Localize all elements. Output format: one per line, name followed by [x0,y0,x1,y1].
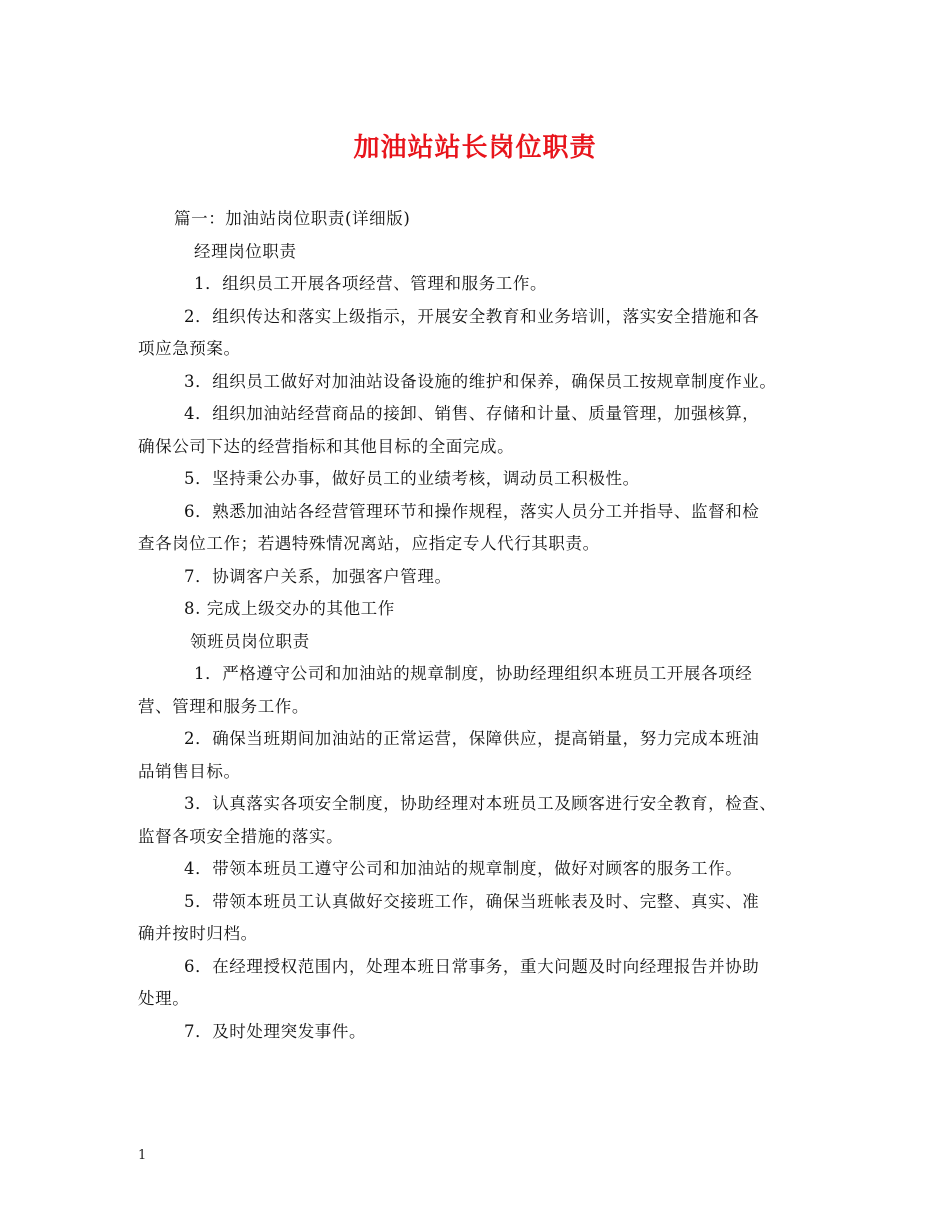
text-line: 监督各项安全措施的落实。 [138,826,344,846]
text-line: 1．严格遵守公司和加油站的规章制度，协助经理组织本班员工开展各项经 [194,664,753,683]
text-line: 7．及时处理突发事件。 [184,1021,367,1041]
text-line: 确保公司下达的经营指标和其他目标的全面完成。 [138,436,515,456]
document-body [138,203,828,1048]
text-line: 经理岗位职责 [194,241,297,261]
text-line: 5．坚持秉公办事，做好员工的业绩考核，调动员工积极性。 [184,469,640,488]
text-line: 3．组织员工做好对加油站设备设施的维护和保养，确保员工按规章制度作业。 [184,371,777,391]
text-line: 1．组织员工开展各项经营、管理和服务工作。 [194,274,548,293]
text-line: 3．认真落实各项安全制度，协助经理对本班员工及顾客进行安全教育，检查、 [184,794,777,813]
text-line: 5．带领本班员工认真做好交接班工作，确保当班帐表及时、完整、真实、准 [184,891,760,911]
text-line: 项应急预案。 [138,339,241,358]
document-title: 加油站站长岗位职责 [353,133,597,163]
text-line: 6．熟悉加油站各经营管理环节和操作规程，落实人员分工并指导、监督和检 [184,501,760,521]
text-line: 处理。 [138,989,190,1008]
text-line: 营、管理和服务工作。 [138,696,309,716]
text-line: 2．确保当班期间加油站的正常运营，保障供应，提高销量，努力完成本班油 [184,729,760,748]
text-line: 篇一：加油站岗位职责(详细版) [174,209,411,228]
text-line: 品销售目标。 [138,761,241,781]
text-line: 7．协调客户关系，加强客户管理。 [184,566,452,586]
text-line: 4．带领本班员工遵守公司和加油站的规章制度，做好对顾客的服务工作。 [184,859,743,878]
text-line: 6．在经理授权范围内，处理本班日常事务，重大问题及时向经理报告并协助 [184,956,760,976]
text-line: 4．组织加油站经营商品的接卸、销售、存储和计量、质量管理，加强核算， [184,404,760,423]
text-line: 2．组织传达和落实上级指示，开展安全教育和业务培训，落实安全措施和各 [184,306,760,326]
text-line: 8. 完成上级交办的其他工作 [184,599,395,618]
text-line: 领班员岗位职责 [190,631,310,651]
page-number: 1 [138,1148,147,1163]
text-line: 确并按时归档。 [138,924,258,943]
text-line: 查各岗位工作；若遇特殊情况离站，应指定专人代行其职责。 [138,534,600,553]
